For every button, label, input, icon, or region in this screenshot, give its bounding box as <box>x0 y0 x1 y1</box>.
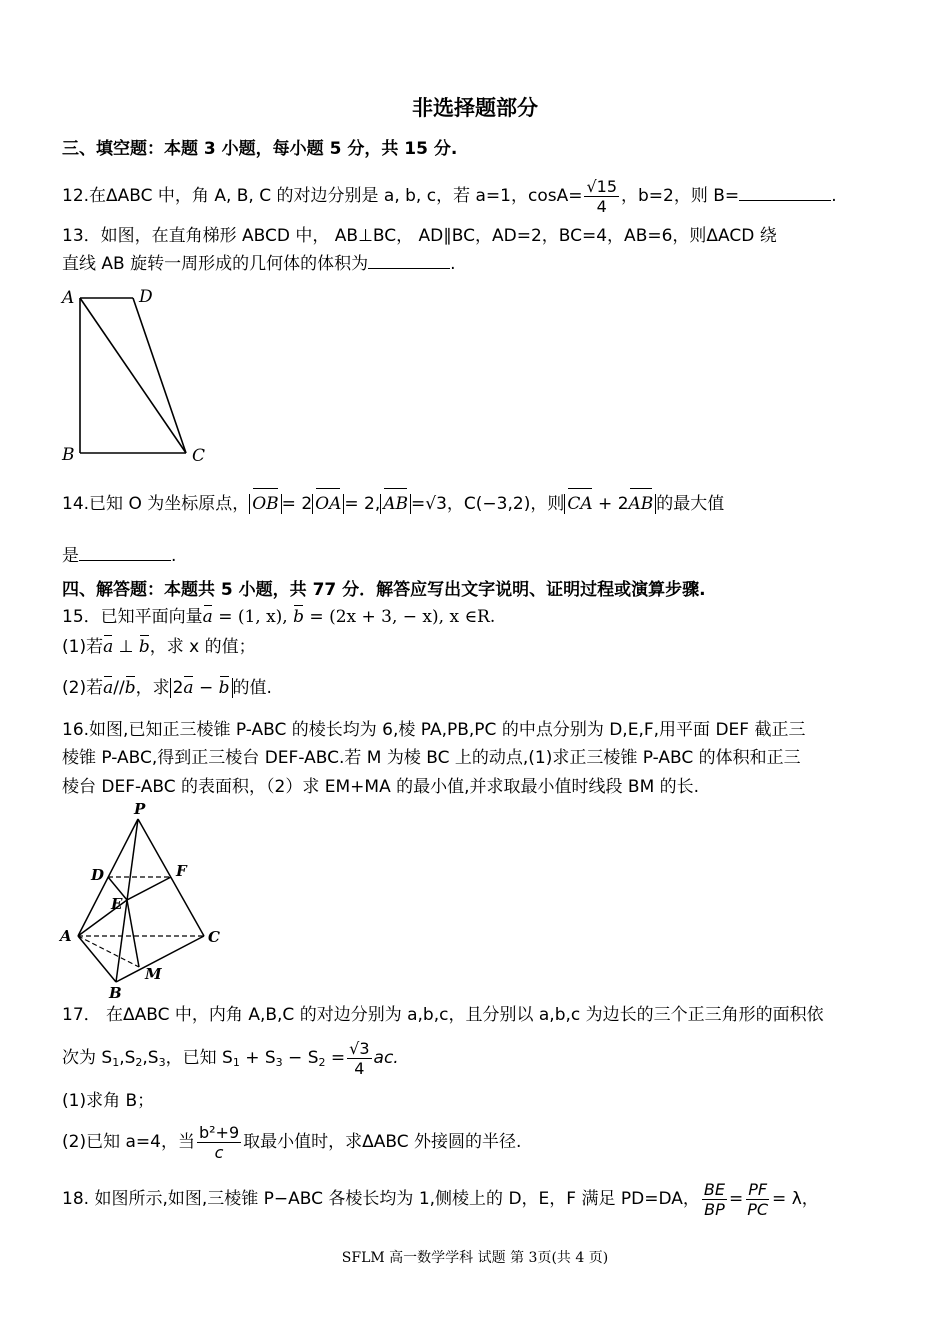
q14-eq3: =√3， <box>411 494 464 514</box>
label-b: B <box>62 445 75 465</box>
q17-part2-suffix: 取最小值时，求ΔABC 外接圆的半径. <box>243 1132 522 1152</box>
q15-part1-suffix: ，求 x 的值； <box>149 637 256 657</box>
q15-part2-suffix: 的值. <box>232 678 272 698</box>
q14-answer-blank <box>79 544 171 561</box>
vector-b: b <box>293 607 305 627</box>
pyramid-figure <box>56 800 231 1000</box>
segment-em <box>127 900 139 967</box>
vector-a: a <box>103 678 114 698</box>
edge-ab <box>78 936 116 982</box>
abs-combo <box>564 494 656 514</box>
q18-frac1-num: BE <box>703 1179 725 1199</box>
edge-ef <box>127 877 171 900</box>
vector-ab: AB <box>383 489 408 519</box>
part4-heading: 四、解答题：本题共 5 小题，共 77 分．解答应写出文字说明、证明过程或演算步骤. <box>62 580 706 600</box>
question-17-line2: 次为 $S_1,S_2,S_3$，已知 $S_1 + S_3 - S_2$ = $\frac{√3}{4}$ ac. <box>62 1038 399 1078</box>
q16-line3: 棱台 DEF-ABC 的表面积，（2）求 EM+MA 的最小值,并求取最小值时线段 BM 的长. <box>62 777 700 797</box>
q17-frac-den: 4 <box>354 1058 365 1078</box>
question-15 <box>62 606 495 628</box>
vector-ab-2: AB <box>629 489 654 519</box>
q15-part1-prefix: (1)若 <box>62 637 104 657</box>
question-18 <box>62 1175 819 1223</box>
abs-2a-b <box>170 678 233 698</box>
q17-part1: (1)求角 B； <box>62 1091 155 1111</box>
q18-frac2-den: PC <box>747 1199 769 1219</box>
q15-minus: − <box>198 678 214 698</box>
q18-frac1 <box>702 1180 727 1219</box>
q18-frac1-den: BP <box>704 1199 725 1219</box>
vector-oa: OA <box>315 489 341 519</box>
q15-coef: 2 <box>172 678 184 698</box>
q15-part2-mid: ，求 <box>135 678 170 698</box>
q15-math2: = (2x + 3, − x), x ∈R. <box>309 607 496 627</box>
vector-a: a <box>103 637 114 657</box>
q17-part2-fraction <box>197 1123 241 1162</box>
q14-eq2: = 2, <box>344 494 381 514</box>
question-13-line2 <box>62 252 456 275</box>
q15-prefix: 15．已知平面向量 <box>62 607 203 627</box>
label-c: C <box>192 446 206 466</box>
diagonal-ac <box>80 298 186 453</box>
q18-suffix: = λ， <box>772 1189 819 1209</box>
q12-suffix: ，b=2，则 B= <box>621 186 740 206</box>
q13-end: . <box>450 254 456 274</box>
q14-eq1: = 2 <box>281 494 313 514</box>
label-m: M <box>145 965 162 983</box>
label-f: F <box>176 862 187 880</box>
q12-answer-blank <box>739 184 831 201</box>
vector-b: b <box>138 637 150 657</box>
q12-frac-den: 4 <box>596 196 607 216</box>
vector-a: a <box>183 678 194 698</box>
q14-suffix: 的最大值 <box>656 494 725 514</box>
q12-frac-num: √15 <box>586 176 618 196</box>
label-a: A <box>62 288 75 308</box>
q17-part2-den: c <box>214 1142 224 1162</box>
q17-line2-prefix: 次为 S <box>62 1048 113 1068</box>
segment-am-dashed <box>78 936 139 967</box>
q18-frac2 <box>745 1180 770 1219</box>
q15-parallel: // <box>113 678 125 698</box>
trapezoid-figure <box>58 285 218 470</box>
q14-plus: + 2 <box>598 494 629 514</box>
abs-ab <box>380 494 411 514</box>
part3-heading: 三、填空题：本题 3 小题，每小题 5 分，共 15 分. <box>62 139 458 159</box>
label-a: A <box>60 927 72 945</box>
question-15-part2 <box>62 677 272 699</box>
q18-frac2-num: PF <box>748 1179 768 1199</box>
page-footer: SFLM 高一数学学科 试题 第 3页(共 4 页) <box>341 1250 609 1266</box>
q13-answer-blank <box>368 252 450 269</box>
q18-prefix: 18. 如图所示,如图,三棱锥 P−ABC 各棱长均为 1,侧棱上的 D，E，F 满足 PD=DA， <box>62 1189 700 1209</box>
q17-known: ，已知 S <box>165 1048 233 1068</box>
q12-end: . <box>831 186 837 206</box>
q12-prefix: 12.在ΔABC 中，角 A, B, C 的对边分别是 a, b, c，若 a=1，cosA= <box>62 186 583 206</box>
vector-ca: CA <box>567 489 592 519</box>
q18-eq: = <box>728 1189 744 1209</box>
q14-line2: 是 <box>62 546 79 566</box>
section-title: 非选择题部分 <box>412 96 538 120</box>
q15-perp: ⊥ <box>118 637 134 657</box>
q15-math1: = (1, x), <box>218 607 288 627</box>
vector-b: b <box>124 678 136 698</box>
label-d: D <box>139 287 153 307</box>
q16-line2: 棱锥 P-ABC,得到正三棱台 DEF-ABC.若 M 为棱 BC 上的动点,(1)求正三棱锥 P-ABC 的体积和正三 <box>62 748 801 768</box>
abs-oa <box>312 494 344 514</box>
question-12 <box>62 172 837 220</box>
q15-part2-prefix: (2)若 <box>62 678 104 698</box>
question-14 <box>62 489 724 519</box>
label-d: D <box>91 866 105 884</box>
q17-line2-suffix: ac. <box>373 1048 399 1068</box>
q13-line2: 直线 AB 旋转一周形成的几何体的体积为 <box>62 254 369 274</box>
label-p: P <box>134 800 146 818</box>
q16-line1: 16.如图,已知正三棱锥 P-ABC 的棱长均为 6,棱 PA,PB,PC 的中点分别为 D,E,F,用平面 DEF 截正三 <box>62 720 806 740</box>
q14-end: . <box>171 546 177 566</box>
label-e: E <box>111 895 123 913</box>
edge-dc <box>133 298 186 453</box>
q17-frac-num: √3 <box>349 1038 370 1058</box>
q13-line1: 13．如图，在直角梯形 ABCD 中， AB⊥BC， AD∥BC，AD=2，BC=4，AB=6，则ΔACD 绕 <box>62 226 777 246</box>
abs-ob <box>249 494 281 514</box>
q17-line1: 17． 在ΔABC 中，内角 A,B,C 的对边分别为 a,b,c，且分别以 a,b,c 为边长的三个正三角形的面积依 <box>62 1005 824 1025</box>
question-14-line2 <box>62 544 176 567</box>
q14-point-c: C(−3,2)，则 <box>463 494 565 514</box>
q17-part2-num: b²+9 <box>198 1122 240 1142</box>
vector-ob: OB <box>252 489 278 519</box>
vector-b: b <box>218 678 230 698</box>
q12-fraction <box>584 177 619 216</box>
vector-a: a <box>202 607 213 627</box>
q17-fraction <box>347 1039 371 1078</box>
q17-part2-prefix: (2)已知 a=4，当 <box>62 1132 195 1152</box>
question-15-part1 <box>62 636 256 658</box>
label-c: C <box>208 928 220 946</box>
label-b: B <box>109 984 122 1000</box>
question-17-part2 <box>62 1118 521 1166</box>
q14-prefix: 14.已知 O 为坐标原点， <box>62 494 250 514</box>
